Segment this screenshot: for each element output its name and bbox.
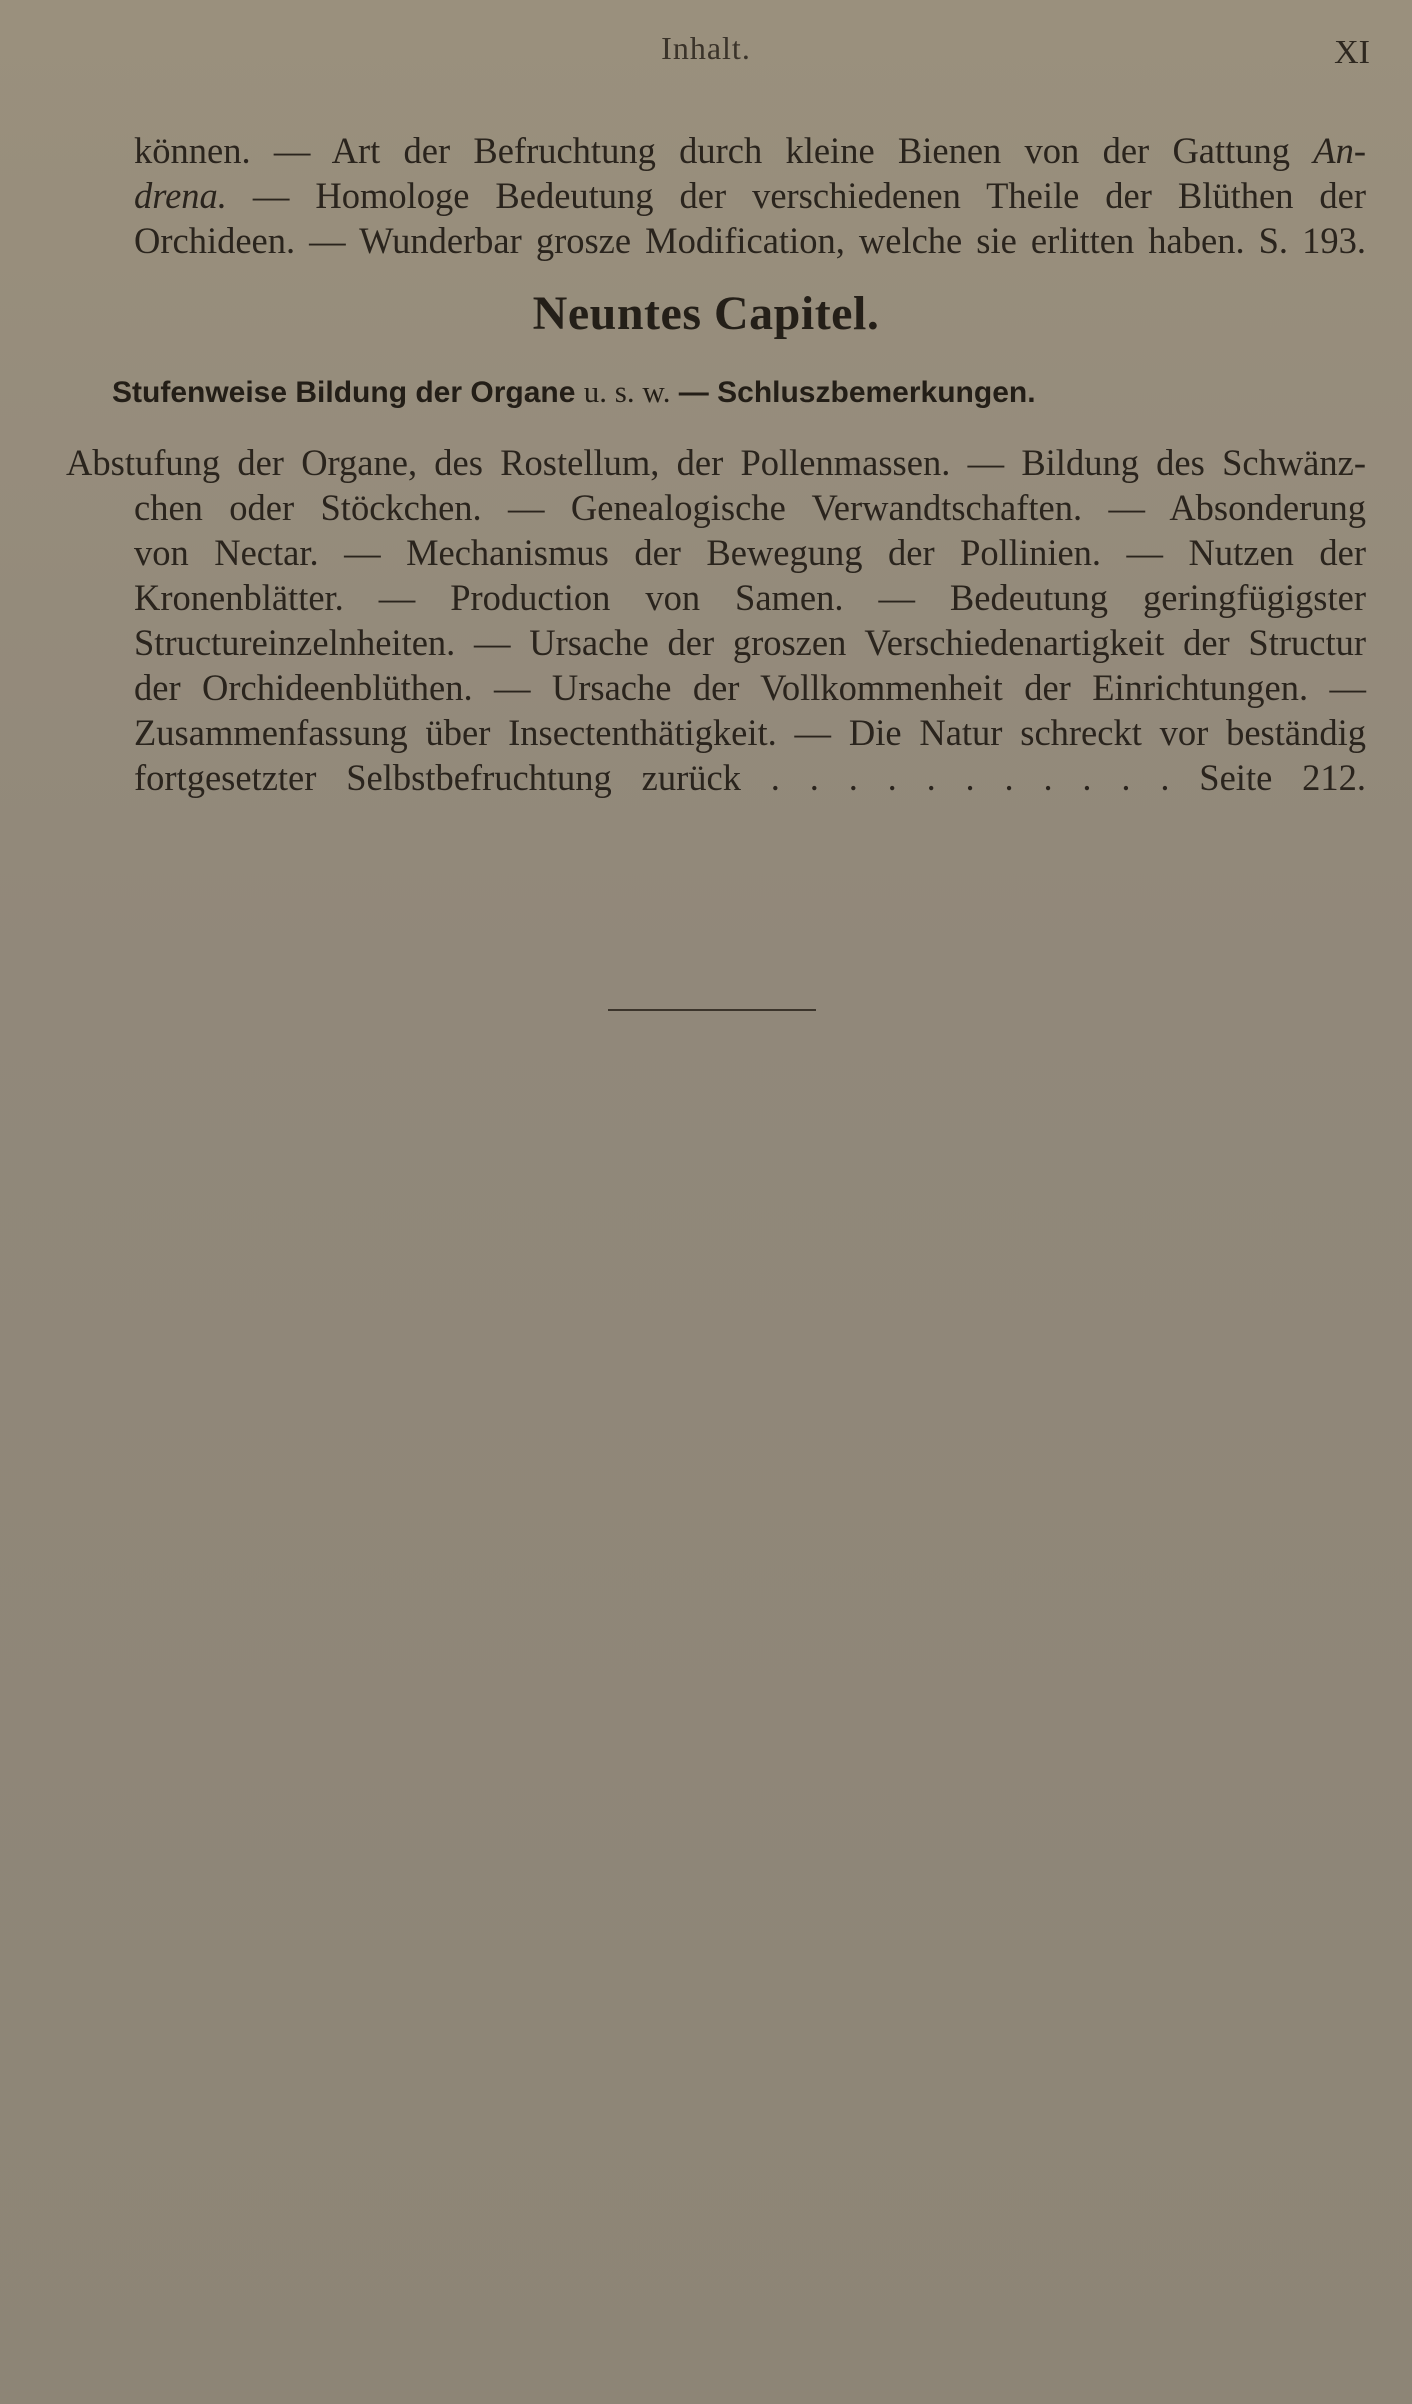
chapter-title: Neuntes Capitel. xyxy=(532,287,880,340)
summary-line: von Nectar. — Mechanismus der Bewegung der Pollinien. — Nutzen der xyxy=(134,532,1366,573)
previous-chapter-continuation xyxy=(134,128,1366,263)
chapter-subtitle-part1: Stufenweise Bildung der Organe xyxy=(112,376,576,409)
page-number: XI xyxy=(1334,34,1370,71)
summary-line: Kronenblätter. — Production von Samen. — Bedeutung geringfügigster xyxy=(134,577,1366,618)
continuation-line-1: können. — Art der Befruchtung durch kleine Bienen von der Gattung An- xyxy=(134,130,1366,171)
section-divider xyxy=(608,1009,816,1011)
running-head xyxy=(0,30,1412,76)
summary-line: chen oder Stöckchen. — Genealogische Verwandtschaften. — Absonderung xyxy=(134,487,1366,528)
summary-line: der Orchideenblüthen. — Ursache der Vollkommenheit der Einrichtungen. — xyxy=(134,667,1366,708)
chapter-subtitle xyxy=(112,374,1318,410)
summary-line: Structureinzelnheiten. — Ursache der groszen Verschiedenartigkeit der Structur xyxy=(134,622,1366,663)
genus-name-part1: An- xyxy=(1313,130,1366,171)
chapter-subtitle-part3: — Schluszbemerkungen. xyxy=(678,376,1036,409)
chapter-subtitle-part2: u. s. w. xyxy=(583,374,671,409)
summary-line: Abstufung der Organe, des Rostellum, der Pollenmassen. — Bildung des Schwänz- xyxy=(66,442,1366,483)
chapter-summary xyxy=(66,440,1366,800)
summary-line: fortgesetzter Selbstbefruchtung zurück . . . . . . . . . . . Seite 212. xyxy=(134,757,1366,798)
summary-line: Zusammenfassung über Insectenthätigkeit. — Die Natur schreckt vor beständig xyxy=(134,712,1366,753)
genus-name-part2: drena. xyxy=(134,175,227,216)
continuation-line-3: Orchideen. — Wunderbar grosze Modification, welche sie erlitten haben. S. 193. xyxy=(134,220,1366,261)
running-head-title: Inhalt. xyxy=(661,30,751,66)
continuation-line-2: drena. — Homologe Bedeutung der verschiedenen Theile der Blüthen der xyxy=(134,175,1367,216)
